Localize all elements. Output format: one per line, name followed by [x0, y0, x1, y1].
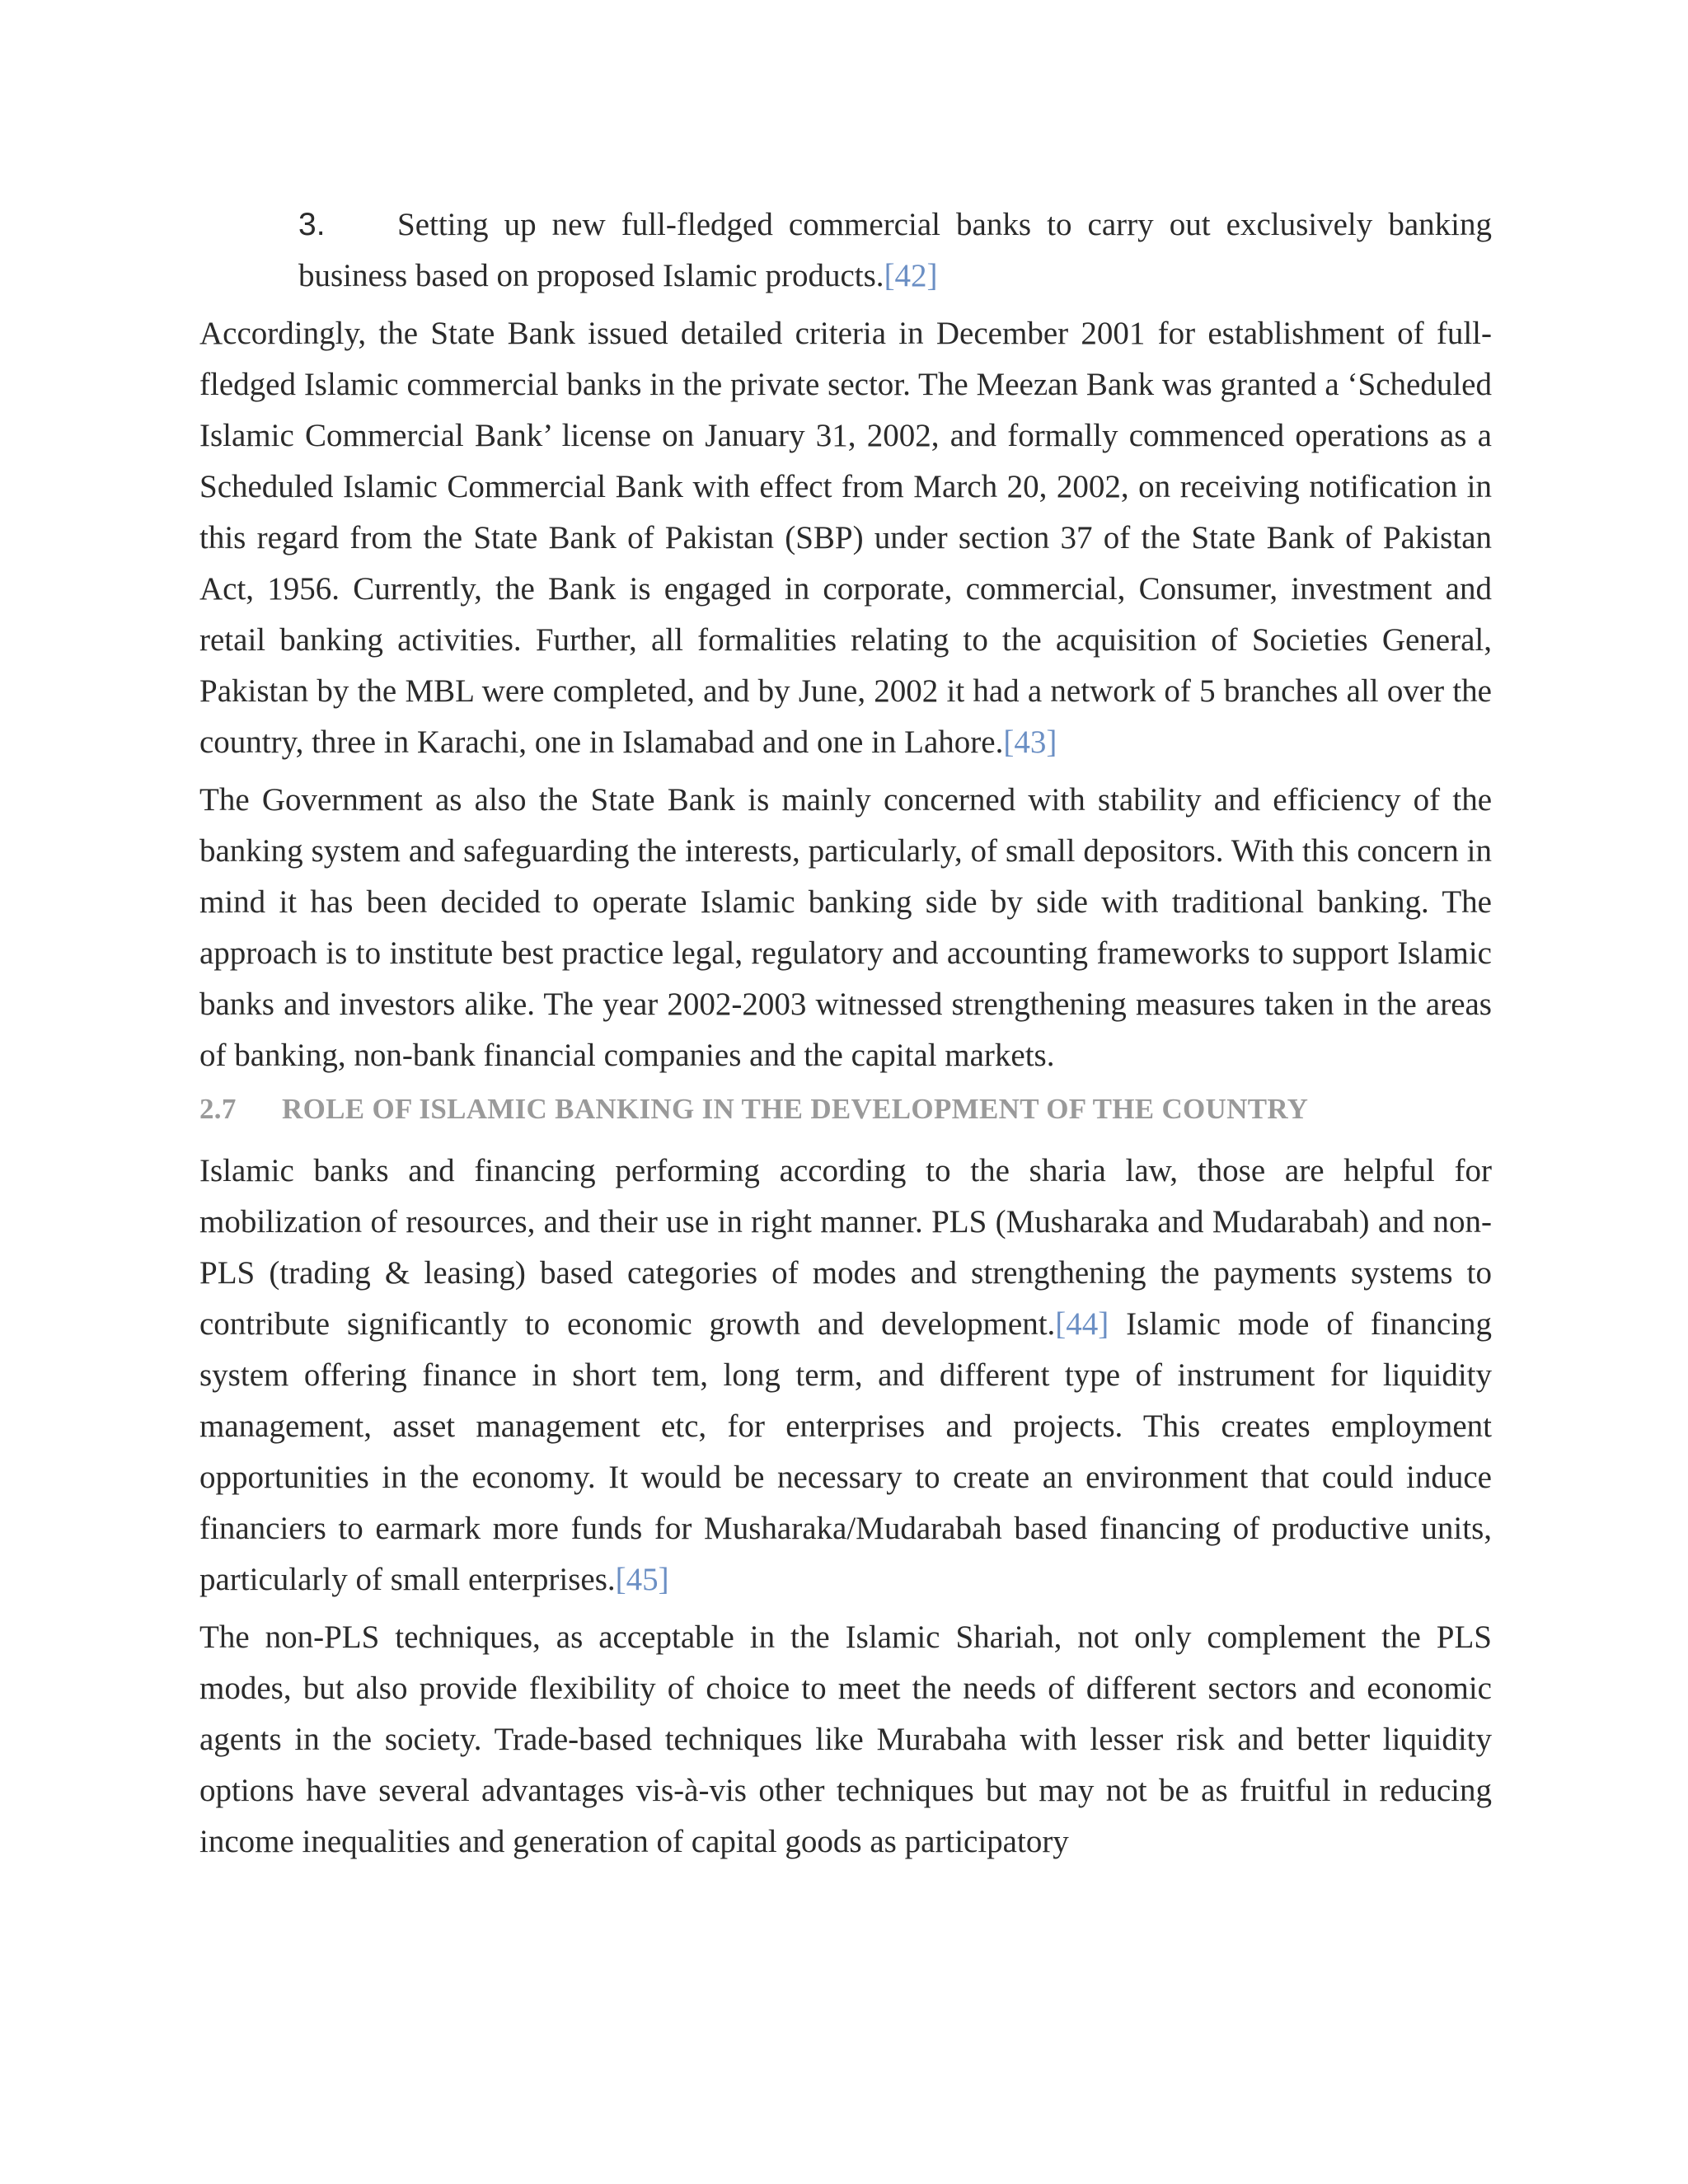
paragraph-text: The Government as also the State Bank is mainly concerned with stability and efficiency of the banking system and safeguarding the interests, particularly, of small depositors. With this concern in mind it has been decided to operate Islamic banking side by side with traditional banking. The approach is to institute best practice legal, regulatory and accounting frameworks to support Islamic banks and investors alike. The year 2002-2003 witnessed strengthening measures taken in the areas of banking, non-bank financial companies and the capital markets. [199, 782, 1492, 1073]
paragraph-text: Islamic mode of financing system offering finance in short tem, long term, and different type of instrument for liquidity management, asset management etc, for enterprises and projects. This creates employment opportunities in the economy. It would be necessary to create an environment that could induce financiers to earmark more funds for Musharaka/Mudarabah based financing of productive units, particularly of small enterprises. [199, 1306, 1493, 1597]
paragraph-text: The non-PLS techniques, as acceptable in the Islamic Shariah, not only complement the PLS modes, but also provide flexibility of choice to meet the needs of different sectors and economic agents in the society. Trade-based techniques like Murabaha with lesser risk and better liquidity options have several advantages vis-à-vis other techniques but may not be as fruitful in reducing income inequalities and generation of capital goods as participatory [199, 1619, 1492, 1859]
paragraph-non-pls-techniques [199, 1612, 1492, 1868]
section-title: ROLE OF ISLAMIC BANKING IN THE DEVELOPMENT OF THE COUNTRY [282, 1093, 1309, 1125]
paragraph-government-state-bank [199, 775, 1492, 1081]
paragraph-meezan-bank [199, 308, 1492, 768]
paragraph-text: Islamic banks and financing performing according to the sharia law, those are helpful for mobilization of resources, and their use in right manner. PLS (Musharaka and Mudarabah) and non-PLS (trading & leasing) based categories of modes and strengthening the payments systems to contribute significantly to economic growth and development. [199, 1153, 1492, 1342]
list-item-3 [298, 199, 1492, 302]
citation-link-45[interactable]: [45] [615, 1562, 669, 1597]
citation-link-44[interactable]: [44] [1055, 1306, 1109, 1342]
page-content [199, 199, 1492, 1874]
section-heading [199, 1088, 1492, 1131]
list-item-text: Setting up new full-fledged commercial banks to carry out exclusively banking business based on proposed Islamic products. [298, 207, 1492, 293]
section-number: 2.7 [199, 1093, 237, 1125]
paragraph-text: Accordingly, the State Bank issued detailed criteria in December 2001 for establishment of full-fledged Islamic commercial banks in the private sector. The Meezan Bank was granted a ‘Scheduled Islamic Commercial Bank’ license on January 31, 2002, and formally commenced operations as a Scheduled Islamic Commercial Bank with effect from March 20, 2002, on receiving notification in this regard from the State Bank of Pakistan (SBP) under section 37 of the State Bank of Pakistan Act, 1956. Currently, the Bank is engaged in corporate, commercial, Consumer, investment and retail banking activities. Further, all formalities relating to the acquisition of Societies General, Pakistan by the MBL were completed, and by June, 2002 it had a network of 5 branches all over the country, three in Karachi, one in Islamabad and one in Lahore. [199, 316, 1492, 760]
paragraph-islamic-banks-financing [199, 1146, 1492, 1605]
citation-link-42[interactable]: [42] [884, 258, 938, 293]
list-item-number: 3. [298, 207, 326, 242]
citation-link-43[interactable]: [43] [1003, 724, 1057, 760]
